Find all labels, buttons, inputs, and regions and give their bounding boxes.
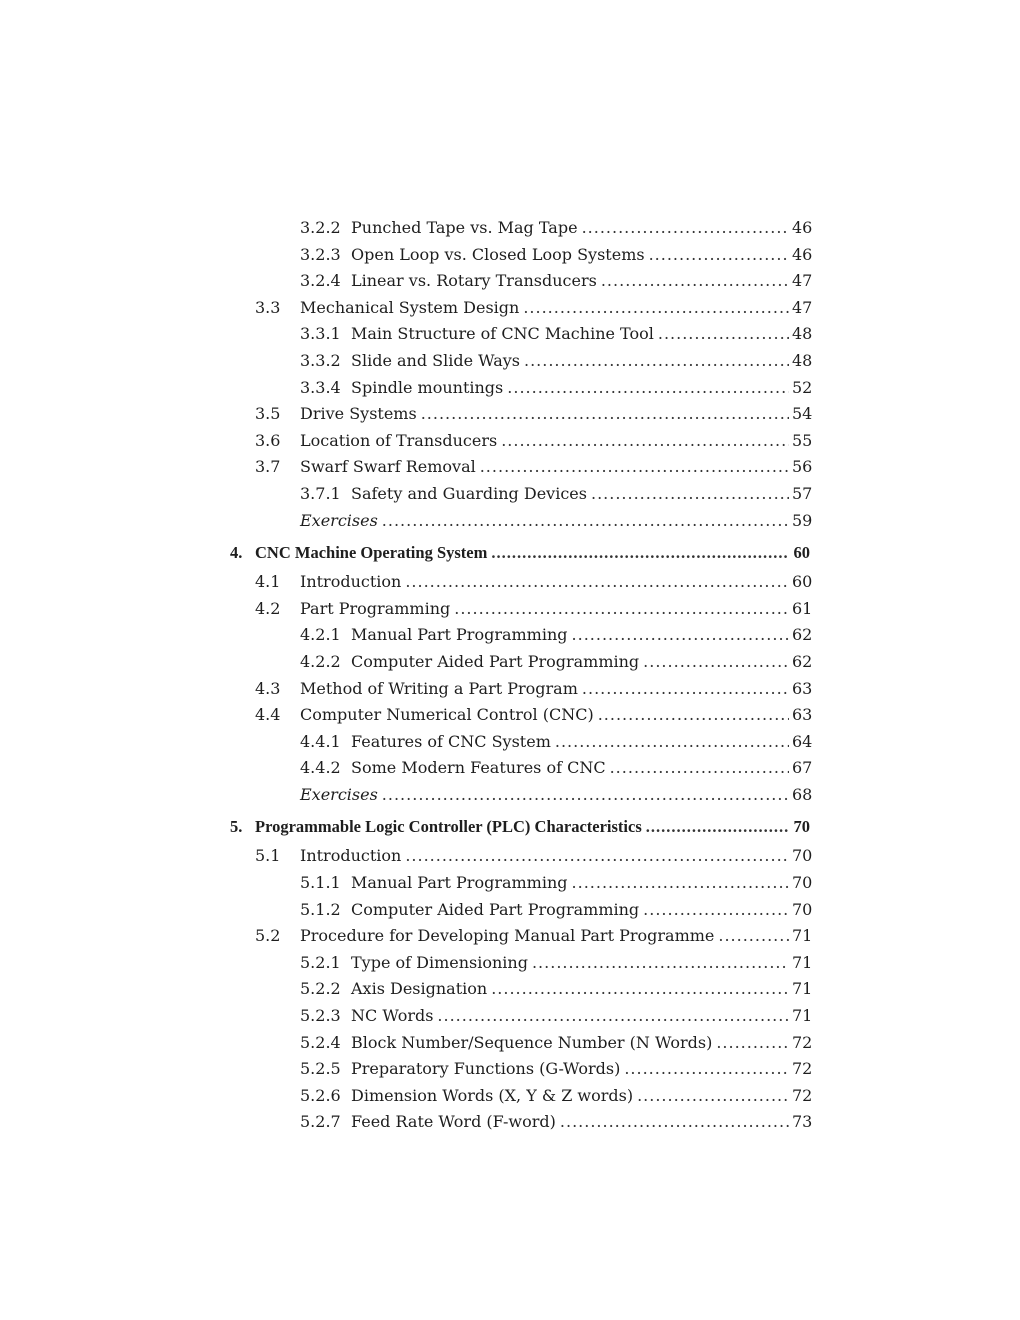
toc-entry[interactable]: [230, 782, 813, 809]
toc-entry[interactable]: [230, 428, 813, 455]
dot-leader: [591, 481, 789, 508]
toc-entry-leader-line: [300, 596, 813, 623]
toc-entry-number: 3.2.4: [300, 271, 341, 291]
toc-entry-leader-line: [351, 1109, 813, 1136]
toc-entry-number: 3.2.3: [300, 244, 341, 264]
toc-entry-page-number: 72: [789, 1030, 810, 1057]
toc-entry-number: 3.3.4: [300, 377, 341, 397]
toc-entry-page-number: 48: [789, 348, 810, 375]
toc-entry-number: 5.2.2: [300, 979, 341, 999]
toc-entry-page-number: 71: [789, 950, 810, 977]
toc-entry-leader-line: [351, 242, 813, 269]
toc-entry-number: 3.3.2: [300, 350, 341, 370]
toc-entry-leader-line: [351, 755, 813, 782]
toc-entry-number: 5.2.4: [300, 1032, 341, 1052]
toc-entry-title: Axis Designation: [351, 976, 491, 1003]
toc-entry-page-number: 70: [789, 870, 810, 897]
toc-entry[interactable]: [230, 1056, 813, 1083]
dot-leader: [405, 843, 789, 870]
toc-entry[interactable]: [230, 401, 813, 428]
toc-entry-page-number: 71: [789, 923, 810, 950]
toc-entry-number: 3.7.1: [300, 483, 341, 503]
toc-entry-leader-line: [351, 1056, 813, 1083]
dot-leader: [501, 428, 789, 455]
toc-entry-leader-line: [351, 1083, 813, 1110]
toc-entry-leader-line: [351, 649, 813, 676]
dot-leader: [572, 870, 789, 897]
toc-entry-title: Part Programming: [300, 596, 454, 623]
toc-entry-number: 4.4: [255, 705, 281, 725]
toc-entry-title: Main Structure of CNC Machine Tool: [351, 321, 658, 348]
toc-entry-page-number: 68: [789, 782, 810, 809]
dot-leader: [598, 702, 789, 729]
toc-entry[interactable]: [230, 950, 813, 977]
toc-entry-title: Slide and Slide Ways: [351, 348, 524, 375]
dot-leader: [555, 729, 789, 756]
toc-entry-title: Linear vs. Rotary Transducers: [351, 268, 601, 295]
dot-leader: [649, 242, 789, 269]
toc-entry-leader-line: [351, 1003, 813, 1030]
toc-entry-page-number: 70: [789, 810, 810, 843]
toc-entry-number: 5.1: [255, 846, 281, 866]
toc-entry-number: 4.3: [255, 678, 281, 698]
toc-entry-title: Location of Transducers: [300, 428, 501, 455]
toc-entry-number: 5.2.3: [300, 1006, 341, 1026]
toc-entry-number: 4.2: [255, 598, 281, 618]
toc-entry-page-number: 71: [789, 976, 810, 1003]
toc-entry[interactable]: [230, 897, 813, 924]
toc-entry-page-number: 64: [789, 729, 810, 756]
toc-entry-title: Dimension Words (X, Y & Z words): [351, 1083, 637, 1110]
toc-chapter-entry[interactable]: [230, 810, 810, 843]
toc-entry[interactable]: [230, 242, 813, 269]
dot-leader: [646, 810, 789, 843]
toc-entry-number: 5.2.1: [300, 952, 341, 972]
toc-entry[interactable]: [230, 649, 813, 676]
toc-entry[interactable]: [230, 976, 813, 1003]
toc-entry-number: 4.: [230, 543, 243, 563]
toc-entry[interactable]: [230, 843, 813, 870]
toc-entry-title: Computer Aided Part Programming: [351, 897, 643, 924]
toc-entry[interactable]: [230, 1003, 813, 1030]
dot-leader: [382, 508, 789, 535]
toc-entry[interactable]: [230, 729, 813, 756]
toc-entry[interactable]: [230, 755, 813, 782]
toc-entry-title: Safety and Guarding Devices: [351, 481, 591, 508]
toc-entry-number: 5.1.2: [300, 899, 341, 919]
toc-entry-leader-line: [351, 729, 813, 756]
toc-entry[interactable]: [230, 268, 813, 295]
toc-entry-number: 4.1: [255, 572, 281, 592]
toc-entry[interactable]: [230, 375, 813, 402]
toc-entry-title: CNC Machine Operating System: [255, 536, 491, 569]
toc-entry-leader-line: [300, 702, 813, 729]
dot-leader: [582, 676, 789, 703]
toc-entry-title: Open Loop vs. Closed Loop Systems: [351, 242, 649, 269]
toc-entry[interactable]: [230, 321, 813, 348]
dot-leader: [637, 1083, 789, 1110]
toc-entry-title: Manual Part Programming: [351, 870, 572, 897]
toc-entry-page-number: 47: [789, 295, 810, 322]
toc-entry-number: 5.2.7: [300, 1112, 341, 1132]
toc-entry-number: 5.2.5: [300, 1059, 341, 1079]
toc-entry-number: 5.1.1: [300, 873, 341, 893]
toc-entry-leader-line: [300, 295, 813, 322]
toc-entry-leader-line: [351, 622, 813, 649]
toc-entry-number: 4.4.1: [300, 731, 341, 751]
toc-entry-leader-line: [351, 870, 813, 897]
toc-entry-title: Method of Writing a Part Program: [300, 676, 582, 703]
toc-entry-title: NC Words: [351, 1003, 437, 1030]
toc-entry[interactable]: [230, 481, 813, 508]
dot-leader: [437, 1003, 789, 1030]
toc-entry[interactable]: [230, 1109, 813, 1136]
toc-entry-leader-line: [351, 348, 813, 375]
toc-entry-number: 3.6: [255, 430, 281, 450]
toc-entry[interactable]: [230, 454, 813, 481]
toc-chapter-entry[interactable]: [230, 536, 810, 569]
toc-entry-page-number: 54: [789, 401, 810, 428]
toc-entry-title: Programmable Logic Controller (PLC) Characteristics: [255, 810, 646, 843]
toc-entry[interactable]: [230, 1083, 813, 1110]
dot-leader: [454, 596, 789, 623]
toc-entry-number: 5.: [230, 817, 243, 837]
toc-entry-leader-line: [351, 375, 813, 402]
toc-entry-title: Manual Part Programming: [351, 622, 572, 649]
toc-entry-title: Procedure for Developing Manual Part Programme: [300, 923, 718, 950]
toc-entry-title: Feed Rate Word (F-word): [351, 1109, 560, 1136]
toc-entry-page-number: 46: [789, 242, 810, 269]
dot-leader: [643, 649, 789, 676]
toc-entry-title: Type of Dimensioning: [351, 950, 532, 977]
toc-entry-title: Introduction: [300, 843, 405, 870]
toc-entry-number: 3.7: [255, 457, 281, 477]
toc-entry-title: Preparatory Functions (G-Words): [351, 1056, 624, 1083]
dot-leader: [524, 348, 789, 375]
toc-entry-title: Exercises: [300, 782, 382, 809]
toc-entry-title: Computer Numerical Control (CNC): [300, 702, 598, 729]
toc-entry-page-number: 48: [789, 321, 810, 348]
toc-entry-leader-line: [300, 401, 813, 428]
dot-leader: [643, 897, 789, 924]
toc-entry[interactable]: [230, 596, 813, 623]
toc-entry-page-number: 57: [789, 481, 810, 508]
toc-entry[interactable]: [230, 622, 813, 649]
toc-entry-number: 3.2.2: [300, 218, 341, 237]
toc-entry-title: Mechanical System Design: [300, 295, 523, 322]
toc-entry-leader-line: [300, 454, 813, 481]
dot-leader: [560, 1109, 789, 1136]
toc-entry-leader-line: [300, 843, 813, 870]
toc-entry-title: Exercises: [300, 508, 382, 535]
toc-entry[interactable]: [230, 295, 813, 322]
toc-entry-title: Some Modern Features of CNC: [351, 755, 610, 782]
dot-leader: [382, 782, 789, 809]
toc-entry[interactable]: [230, 348, 813, 375]
toc-entry[interactable]: [230, 508, 813, 535]
dot-leader: [610, 755, 789, 782]
toc-entry-number: 4.4.2: [300, 758, 341, 778]
toc-entry-page-number: 73: [789, 1109, 810, 1136]
toc-entry-page-number: 62: [789, 622, 810, 649]
toc-entry-leader-line: [300, 508, 813, 535]
dot-leader: [405, 569, 789, 596]
dot-leader: [480, 454, 789, 481]
toc-entry-page-number: 62: [789, 649, 810, 676]
toc-entry-title: Introduction: [300, 569, 405, 596]
toc-entry[interactable]: [230, 569, 813, 596]
toc-entry-leader-line: [351, 1030, 813, 1057]
toc-entry-page-number: 72: [789, 1056, 810, 1083]
toc-entry-title: Block Number/Sequence Number (N Words): [351, 1030, 716, 1057]
toc-entry-leader-line: [351, 481, 813, 508]
toc-entry-page-number: 70: [789, 843, 810, 870]
toc-entry-page-number: 52: [789, 375, 810, 402]
toc-entry-page-number: 55: [789, 428, 810, 455]
toc-entry[interactable]: [230, 1030, 813, 1057]
toc-entry-title: Features of CNC System: [351, 729, 555, 756]
toc-entry-number: 3.5: [255, 404, 281, 424]
toc-entry-page-number: 70: [789, 897, 810, 924]
dot-leader: [716, 1030, 789, 1057]
toc-entry-number: 4.2.2: [300, 651, 341, 671]
toc-entry-leader-line: [300, 569, 813, 596]
dot-leader: [421, 401, 789, 428]
toc-entry-leader-line: [351, 321, 813, 348]
table-of-contents: [230, 215, 813, 1136]
toc-entry-leader-line: [351, 897, 813, 924]
toc-entry-title: Swarf Swarf Removal: [300, 454, 480, 481]
toc-entry-leader-line: [255, 810, 810, 843]
toc-entry[interactable]: [230, 702, 813, 729]
toc-entry-title: Spindle mountings: [351, 375, 507, 402]
toc-entry-leader-line: [300, 782, 813, 809]
toc-entry-leader-line: [351, 950, 813, 977]
toc-entry[interactable]: [230, 215, 813, 242]
toc-entry-leader-line: [351, 976, 813, 1003]
toc-entry[interactable]: [230, 923, 813, 950]
toc-entry[interactable]: [230, 870, 813, 897]
toc-entry-leader-line: [300, 676, 813, 703]
dot-leader: [582, 215, 789, 242]
toc-entry-leader-line: [300, 923, 813, 950]
dot-leader: [507, 375, 789, 402]
toc-entry-leader-line: [300, 428, 813, 455]
toc-entry-number: 4.2.1: [300, 625, 341, 645]
dot-leader: [624, 1056, 789, 1083]
dot-leader: [601, 268, 789, 295]
toc-entry-number: 5.2: [255, 926, 281, 946]
dot-leader: [523, 295, 789, 322]
toc-entry-title: Punched Tape vs. Mag Tape: [351, 215, 582, 242]
toc-entry[interactable]: [230, 676, 813, 703]
toc-entry-page-number: 59: [789, 508, 810, 535]
toc-entry-page-number: 46: [789, 215, 810, 242]
toc-entry-leader-line: [351, 215, 813, 242]
toc-entry-page-number: 60: [789, 536, 810, 569]
toc-entry-page-number: 63: [789, 702, 810, 729]
toc-entry-page-number: 71: [789, 1003, 810, 1030]
toc-entry-leader-line: [255, 536, 810, 569]
toc-entry-page-number: 56: [789, 454, 810, 481]
dot-leader: [532, 950, 789, 977]
dot-leader: [658, 321, 789, 348]
toc-entry-number: 3.3: [255, 297, 281, 317]
toc-entry-page-number: 61: [789, 596, 810, 623]
toc-entry-leader-line: [351, 268, 813, 295]
toc-entry-title: Computer Aided Part Programming: [351, 649, 643, 676]
toc-entry-page-number: 47: [789, 268, 810, 295]
dot-leader: [718, 923, 789, 950]
toc-entry-page-number: 72: [789, 1083, 810, 1110]
toc-entry-number: 5.2.6: [300, 1085, 341, 1105]
dot-leader: [491, 976, 789, 1003]
toc-entry-title: Drive Systems: [300, 401, 421, 428]
dot-leader: [572, 622, 789, 649]
toc-entry-page-number: 67: [789, 755, 810, 782]
toc-entry-page-number: 63: [789, 676, 810, 703]
toc-entry-number: 3.3.1: [300, 324, 341, 344]
toc-entry-page-number: 60: [789, 569, 810, 596]
dot-leader: [491, 536, 789, 569]
